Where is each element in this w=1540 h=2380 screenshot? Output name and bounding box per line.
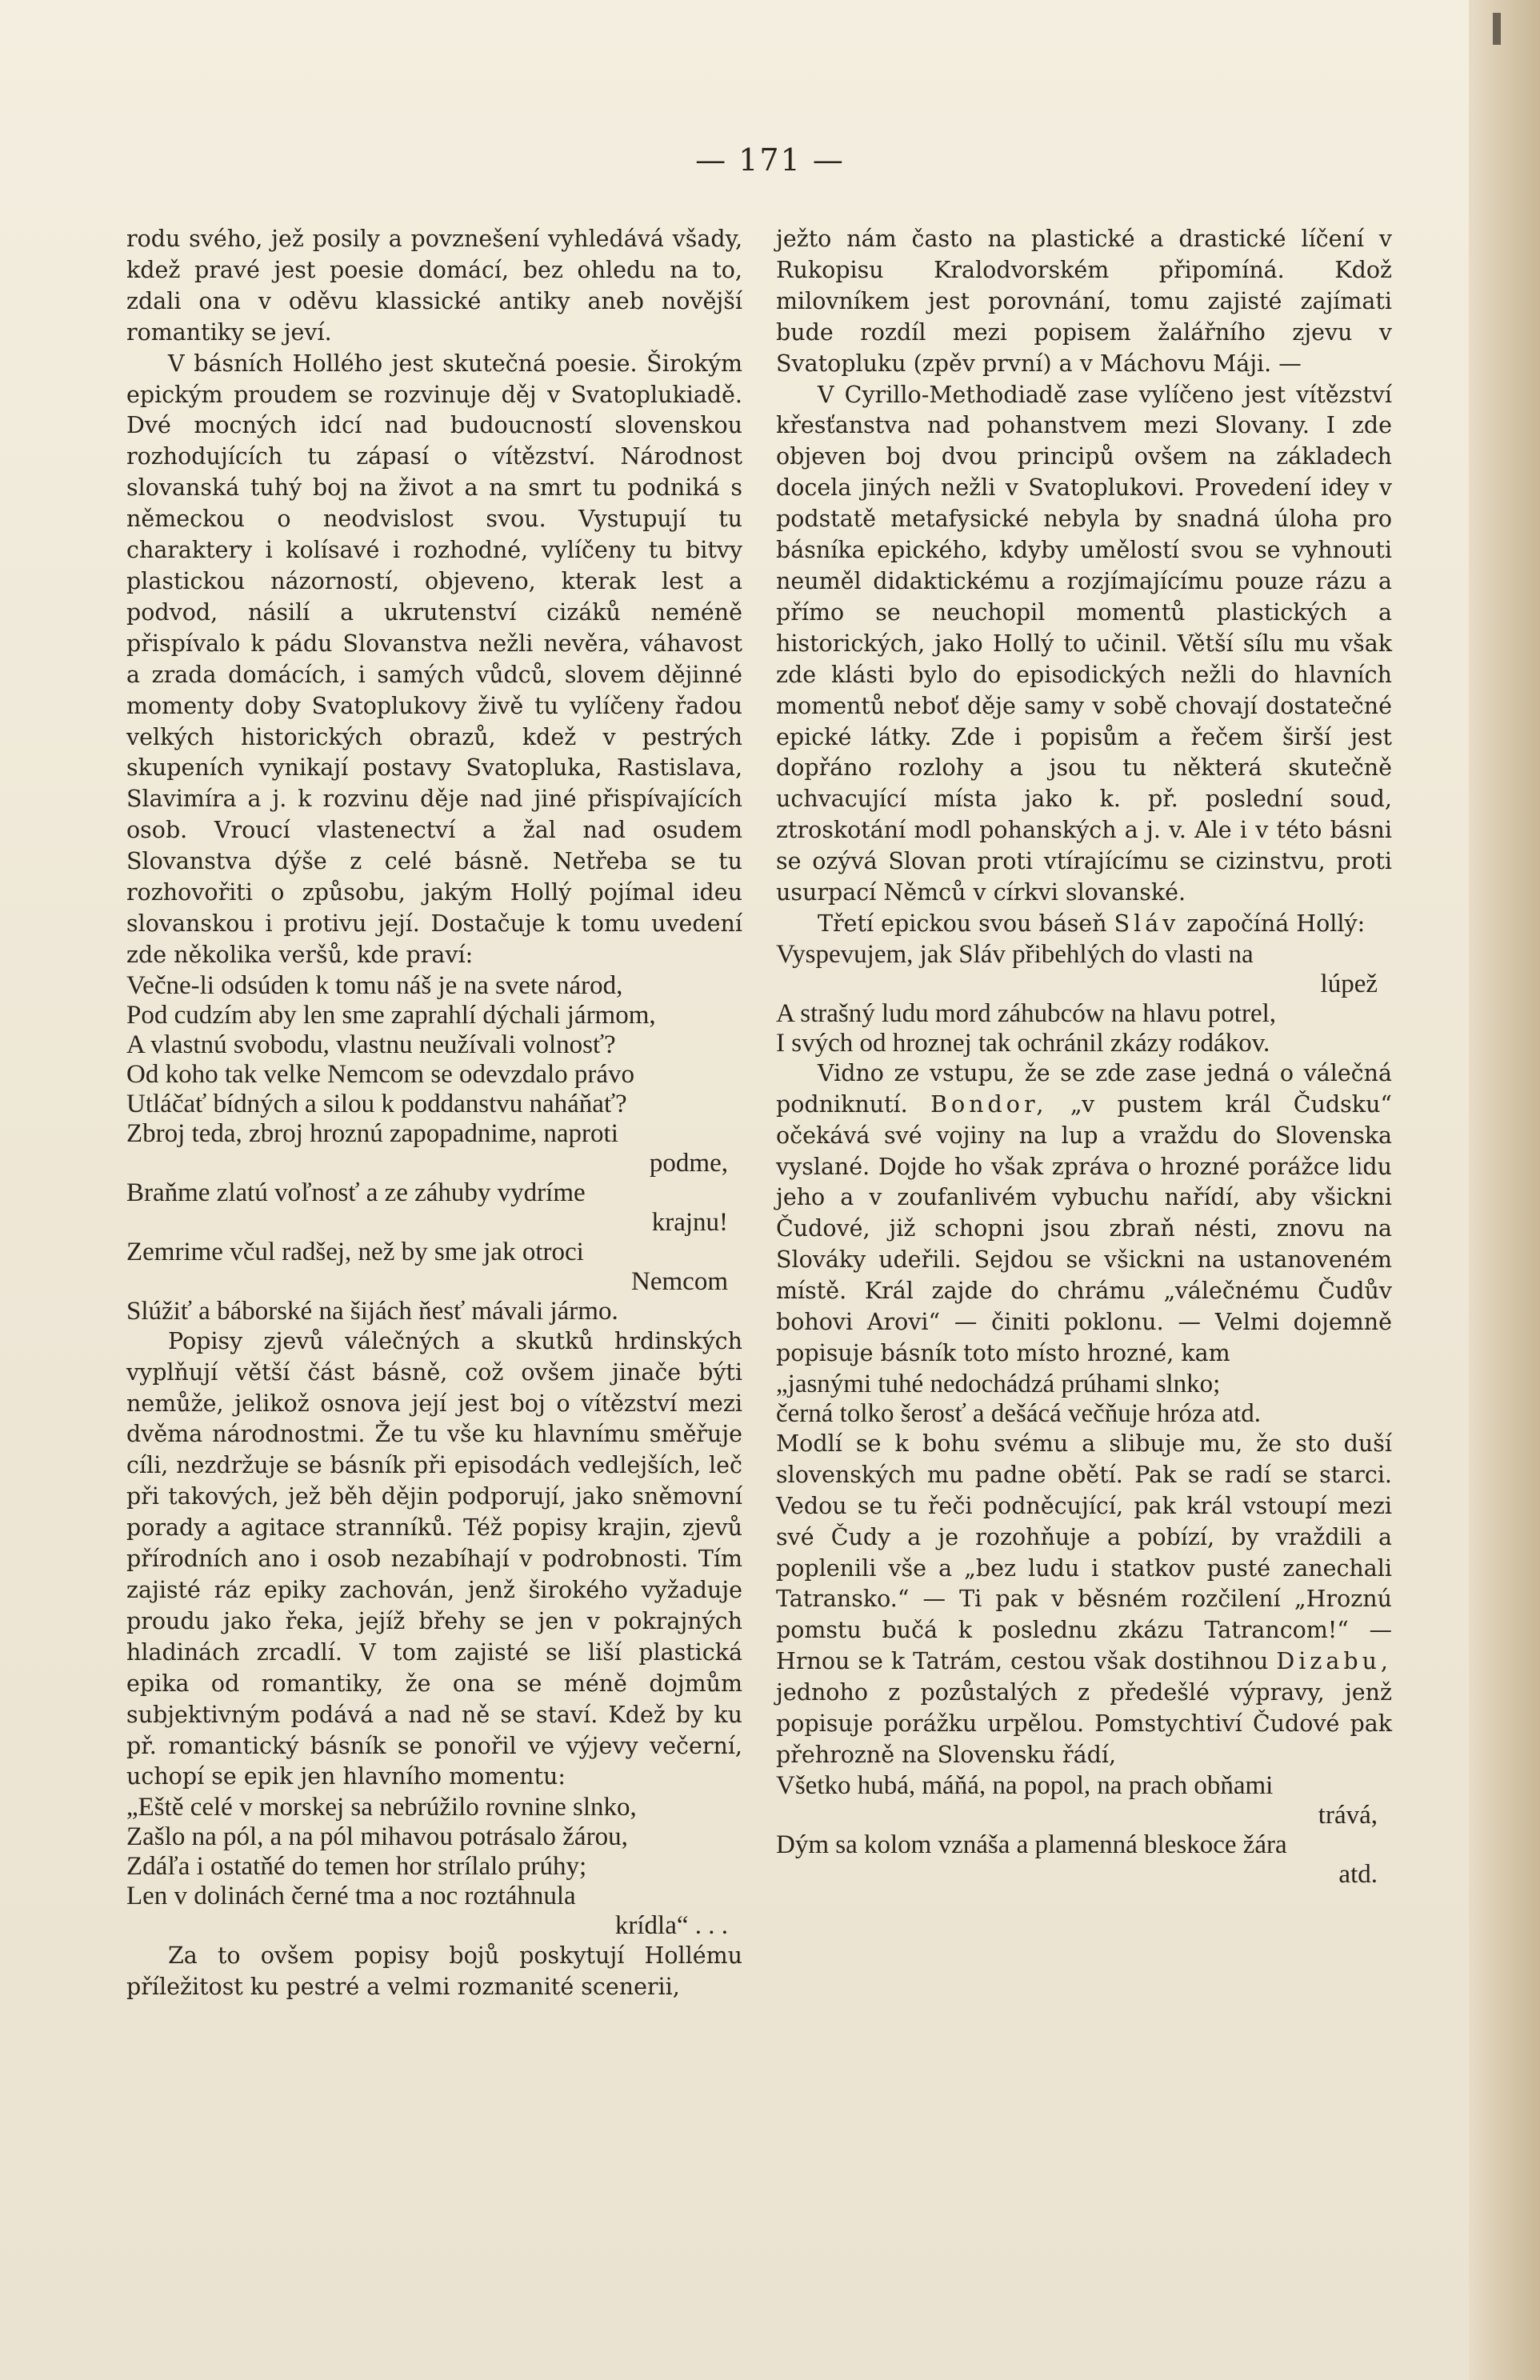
left-column (126, 224, 742, 2003)
verse-line: Zbroj teda, zbroj hroznú zapopadnime, naproti (126, 1118, 618, 1148)
page-number: — 171 — (695, 142, 845, 178)
verse-line: Dým sa kolom vznáša a plamenná bleskoce žára (776, 1830, 1287, 1859)
text-run: započíná Hollý: (1186, 910, 1366, 937)
verse-block (126, 971, 742, 1326)
spine-mark (1493, 13, 1501, 45)
book-spine (1469, 0, 1540, 2380)
verse-line-continuation: lúpež (1320, 969, 1378, 998)
paragraph (776, 909, 1392, 940)
paragraph: V básních Hollého jest skutečná poesie. Širokým epickým proudem se rozvinuje děj v Svatoplukiadě. Dvé mocných idcí nad budoucností slovenskou rozhodujících tu zápasí o vítězství. Národnost slovanská tuhý boj na život a na smrt tu podniká s německou o neodvislost svou. Vystupují tu charaktery i kolísavé i rozhodné, vylíčeny tu bitvy plastickou názorností, objeveno, kterak lest a podvod, násilí a ukrutenství cizáků neméně přispívalo k pádu Slovanstva nežli nevěra, váhavost a zrada domácích, i samých vůdců, slovem dějinné momenty doby Svatoplukovy živě tu vylíčeny řadou velkých historických obrazů, kdež v pestrých skupeních vynikají postavy Svatopluka, Rastislava, Slavimíra a j. k rozvinu děje nad jiné přispívajících osob. Vroucí vlastenectví a žal nad osudem Slovanstva dýše z celé básně. Netřeba se tu rozhovořiti o způsobu, jakým Hollý pojímal ideu slovanskou i protivu její. Dostačuje k tomu uvedení zde několika veršů, kde praví: (126, 350, 742, 968)
verse-line: A strašný ludu mord záhubców na hlavu potrel, (776, 998, 1277, 1028)
text-run: „v pustem král Čudsku“ očekává své vojiny na lup a vraždu do Slovenska vyslané. Dojde ho však zpráva o hrozné porážce lidu jeho a v zoufanlivém vybuchu nařídí, aby všickni Čudové, již schopni jsou zbraň nésti, znovu na Slováky udeřili. Sejdou se všickni na ustanoveném místě. Král zajde do chrámu „válečnému Čudův bohovi Arovi“ — činiti poklonu. — Velmi dojemně popisuje básník toto místo hrozné, kam (776, 1090, 1393, 1366)
verse-line: Vyspevujem, jak Sláv přibehlých do vlasti na (776, 939, 1254, 969)
verse-line-continuation: krídla“ . . . (614, 1911, 728, 1941)
character-name: Dizabu, (1276, 1648, 1392, 1675)
verse-line: černá tolko šerosť a dešácá večňuje hróza atd. (776, 1398, 1261, 1428)
verse-line: Všetko hubá, máňá, na popol, na prach obňami (776, 1770, 1274, 1800)
verse-block (776, 940, 1392, 1058)
verse-line: Od koho tak velke Nemcom se odevzdalo právo (126, 1059, 635, 1089)
verse-line: I svých od hroznej tak ochránil zkázy rodákov. (776, 1028, 1270, 1058)
character-name: Bondor, (930, 1090, 1048, 1118)
verse-line: „Eště celé v morskej sa nebrúžilo rovnine slnko, (126, 1793, 637, 1822)
paragraph (776, 1429, 1392, 1771)
verse-line-continuation: atd. (1338, 1859, 1378, 1889)
paragraph (776, 1058, 1392, 1370)
verse-block (126, 1793, 742, 1941)
verse-line: Len v dolinách černé tma a noc roztáhnula (126, 1882, 576, 1911)
paragraph: Popisy zjevů válečných a skutků hrdinských vyplňují větší část básně, což ovšem jinače býti nemůže, jelikož osnova její jest boj o vítězství mezi dvěma národnostmi. Že tu vše ku hlavnímu směřuje cíli, nezdržuje se básník při episodách vedlejších, leč při takových, jež běh dějin podporují, jako sněmovní porady a agitace stranníků. Též popisy krajin, zjevů přírodních ano i osob nezabíhají v podrobnosti. Tím zajisté ráz epiky zachován, jenž širokého vyžaduje proudu jako řeka, jejíž břehy se jen v pokrajných hladinách zrcadlí. V tom zajisté se liší plastická epika od romantiky, že ona se méně dojmům subjektivným podává a nad ně se staví. Kdež by ku př. romantický básník se ponořil ve výjevy večerní, uchopí se epik jen hlavního momentu: (126, 1327, 742, 1790)
verse-block (776, 1771, 1392, 1890)
paragraph: Za to ovšem popisy bojů poskytují Hollému příležitost ku pestré a velmi rozmanité scenerii, (126, 1942, 742, 2001)
verse-line: A vlastnú svobodu, vlastnu neužívali volnosť? (126, 1030, 616, 1059)
verse-line: Utláčať bídných a silou k poddanstvu naháňať? (126, 1089, 627, 1118)
text-run: jednoho z pozůstalých z předešlé výpravy, jenž popisuje porážku urpělou. Pomstychtiví Čudové pak přehrozně na Slovensku řádí, (776, 1679, 1392, 1768)
verse-line: Zdáľa i ostatňé do temen hor strílalo prúhy; (126, 1852, 587, 1882)
verse-line: Pod cudzím aby len sme zaprahlí dýchali jármom, (126, 1000, 656, 1030)
verse-line: Zemrime včul radšej, než by sme jak otroci (126, 1237, 584, 1266)
verse-line: Slúžiť a báborské na šijách ňesť mávali jármo. (126, 1296, 618, 1326)
paragraph: V Cyrillo-Methodiadě zase vylíčeno jest vítězství křesťanstva nad pohanstvem mezi Slovany. I zde objeven boj dvou principů ovšem na základech docela jiných nežli v Svatoplukovi. Provedení idey v podstatě metafysické nebyla by snadná úloha pro básníka epického, kdyby umělostí svou se vyhnouti neuměl didaktickému a rozjímajícímu pouze rázu a přímo se neuchopil momentů plastických a historických, jako Hollý to učinil. Větší sílu mu však zde klásti bylo do episodických nežli do hlavních momentů neboť děje samy v sobě chovají dostatečné epické látky. Zde i popisům a řečem širší jest dopřáno rozlohy a jsou tu některá skutečně uchvacující místa jako k. př. poslední soud, ztroskotání modl pohanských a j. v. Ale i v této básni se ozývá Slovan proti vtírajícímu se cizinstvu, proti usurpací Němců v církvi slovanské. (776, 381, 1392, 906)
verse-line: Večne-li odsúden k tomu náš je na svete národ, (126, 970, 623, 1000)
verse-line-continuation: trává, (1318, 1800, 1378, 1830)
verse-line: „jasnými tuhé nedochádzá prúhami slnko; (776, 1369, 1221, 1398)
verse-block (776, 1370, 1392, 1429)
verse-line: Zašlo na pól, a na pól mihavou potrásalo žárou, (126, 1822, 628, 1852)
verse-line: Braňme zlatú voľnosť a ze záhuby vydríme (126, 1178, 586, 1207)
verse-line-continuation: Nemcom (631, 1266, 728, 1296)
text-run: Modlí se k bohu svému a slibuje mu, že sto duší slovenských mu padne obětí. Pak se radí se starci. Vedou se tu řeči podněcující, pak král vstoupí mezi své Čudy a je rozohňuje a pobízí, by vraždili a poplenili vše a „bez ludu i statkov pusté zanechali Tatransko.“ — Ti pak v běsném rozčilení „Hroznú pomstu bučá k poslednu zkázu Tatrancom!“ — Hrnou se k Tatrám, cestou však dostihnou (776, 1430, 1392, 1675)
right-column (776, 224, 1392, 1890)
verse-line-continuation: podme, (649, 1148, 728, 1178)
poem-title: Sláv (1114, 910, 1180, 937)
paragraph: ježto nám často na plastické a drastické líčení v Rukopisu Kralodvorském připomíná. Kdož milovníkem jest porovnání, tomu zajisté zajímati bude rozdíl mezi popisem žalářního zjevu v Svatopluku (zpěv první) a v Máchovu Máji. — (776, 226, 1392, 377)
text-run: Vidno ze vstupu, že se zde zase jedná o válečná podniknutí. (776, 1059, 1392, 1118)
text-run: Třetí epickou svou báseň (818, 910, 1107, 937)
paragraph: rodu svého, jež posily a povznešení vyhledává všady, kdež pravé jest poesie domácí, bez ohledu na to, zdali ona v oděvu klassické antiky aneb novější romantiky se jeví. (126, 226, 742, 346)
verse-line-continuation: krajnu! (651, 1207, 728, 1237)
